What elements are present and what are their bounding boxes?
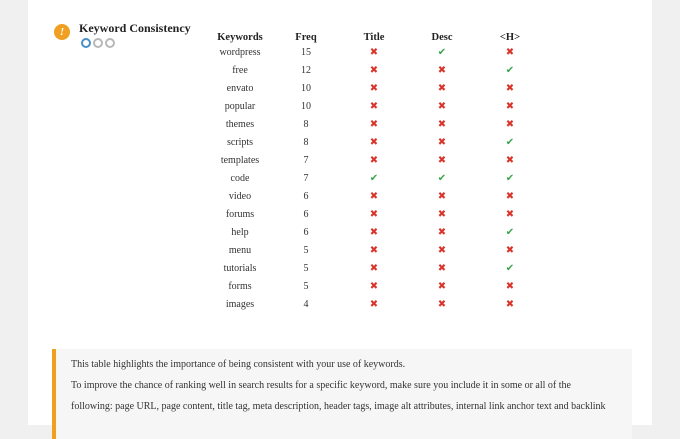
header-title: Title [363,32,385,43]
cross-icon: ✖ [369,209,379,220]
check-icon: ✔ [437,47,447,58]
table-row [0,170,680,188]
table-row [0,98,680,116]
cross-icon: ✖ [505,281,515,292]
keyword-cell: forms [228,281,252,292]
header-h: <H> [499,32,521,43]
freq-cell: 15 [301,47,311,58]
cross-icon: ✖ [437,191,447,202]
cross-icon: ✖ [369,47,379,58]
cross-icon: ✖ [505,209,515,220]
keyword-cell: envato [226,83,254,94]
cross-icon: ✖ [369,155,379,166]
freq-cell: 12 [301,65,311,76]
cross-icon: ✖ [505,83,515,94]
check-icon: ✔ [369,173,379,184]
cross-icon: ✖ [369,83,379,94]
cross-icon: ✖ [437,209,447,220]
cross-icon: ✖ [505,119,515,130]
cross-icon: ✖ [505,299,515,310]
table-row [0,278,680,296]
keyword-cell: themes [225,119,255,130]
header-desc: Desc [431,32,453,43]
table-row [0,62,680,80]
freq-cell: 6 [303,227,309,238]
keyword-cell: video [228,191,252,202]
section-title: Keyword Consistency [79,21,191,35]
keyword-cell: wordpress [219,47,261,58]
table-row [0,296,680,314]
cross-icon: ✖ [437,299,447,310]
table-row [0,242,680,260]
freq-cell: 10 [301,83,311,94]
cross-icon: ✖ [437,83,447,94]
cross-icon: ✖ [437,263,447,274]
freq-cell: 6 [303,191,309,202]
cross-icon: ✖ [369,245,379,256]
header-freq: Freq [295,32,317,43]
freq-cell: 7 [303,173,309,184]
cross-icon: ✖ [369,65,379,76]
keyword-cell: menu [228,245,252,256]
freq-cell: 8 [303,137,309,148]
freq-cell: 10 [301,101,311,112]
table-row [0,206,680,224]
cross-icon: ✖ [437,137,447,148]
cross-icon: ✖ [505,245,515,256]
table-row [0,224,680,242]
keyword-cell: images [225,299,255,310]
keyword-cell: templates [220,155,260,166]
table-row [0,134,680,152]
check-icon: ✔ [505,227,515,238]
freq-cell: 7 [303,155,309,166]
header-keywords: Keywords [217,32,263,43]
cross-icon: ✖ [437,101,447,112]
freq-cell: 5 [303,281,309,292]
freq-cell: 8 [303,119,309,130]
keyword-cell: help [231,227,249,238]
note-line: To improve the chance of ranking well in search results for a specific keyword, make sure you include it in some or all of the [71,380,571,391]
cross-icon: ✖ [369,227,379,238]
table-row [0,152,680,170]
check-icon: ✔ [437,173,447,184]
cross-icon: ✖ [437,245,447,256]
info-note [52,349,632,439]
cross-icon: ✖ [505,191,515,202]
keyword-cell: code [230,173,250,184]
table-row [0,80,680,98]
cross-icon: ✖ [437,227,447,238]
keyword-cell: tutorials [223,263,257,274]
check-icon: ✔ [505,137,515,148]
table-row [0,188,680,206]
cross-icon: ✖ [369,191,379,202]
freq-cell: 4 [303,299,309,310]
cross-icon: ✖ [437,155,447,166]
cross-icon: ✖ [369,299,379,310]
cross-icon: ✖ [505,47,515,58]
check-icon: ✔ [505,65,515,76]
cross-icon: ✖ [437,65,447,76]
table-row [0,260,680,278]
freq-cell: 5 [303,263,309,274]
note-line: This table highlights the importance of being consistent with your use of keywords. [71,359,406,370]
freq-cell: 5 [303,245,309,256]
cross-icon: ✖ [369,137,379,148]
cross-icon: ✖ [369,119,379,130]
check-icon: ✔ [505,173,515,184]
cross-icon: ✖ [505,101,515,112]
cross-icon: ✖ [369,101,379,112]
cross-icon: ✖ [437,281,447,292]
note-line: following: page URL, page content, title tag, meta description, header tags, image alt attributes, internal link anchor text and backlink [71,401,606,412]
warning-icon: ! [54,24,70,40]
cross-icon: ✖ [505,155,515,166]
freq-cell: 6 [303,209,309,220]
cross-icon: ✖ [369,263,379,274]
table-row [0,116,680,134]
cross-icon: ✖ [437,119,447,130]
keyword-cell: scripts [226,137,254,148]
check-icon: ✔ [505,263,515,274]
table-row [0,44,680,62]
keyword-cell: free [232,65,248,76]
keyword-cell: popular [224,101,256,112]
cross-icon: ✖ [369,281,379,292]
keyword-cell: forums [225,209,255,220]
